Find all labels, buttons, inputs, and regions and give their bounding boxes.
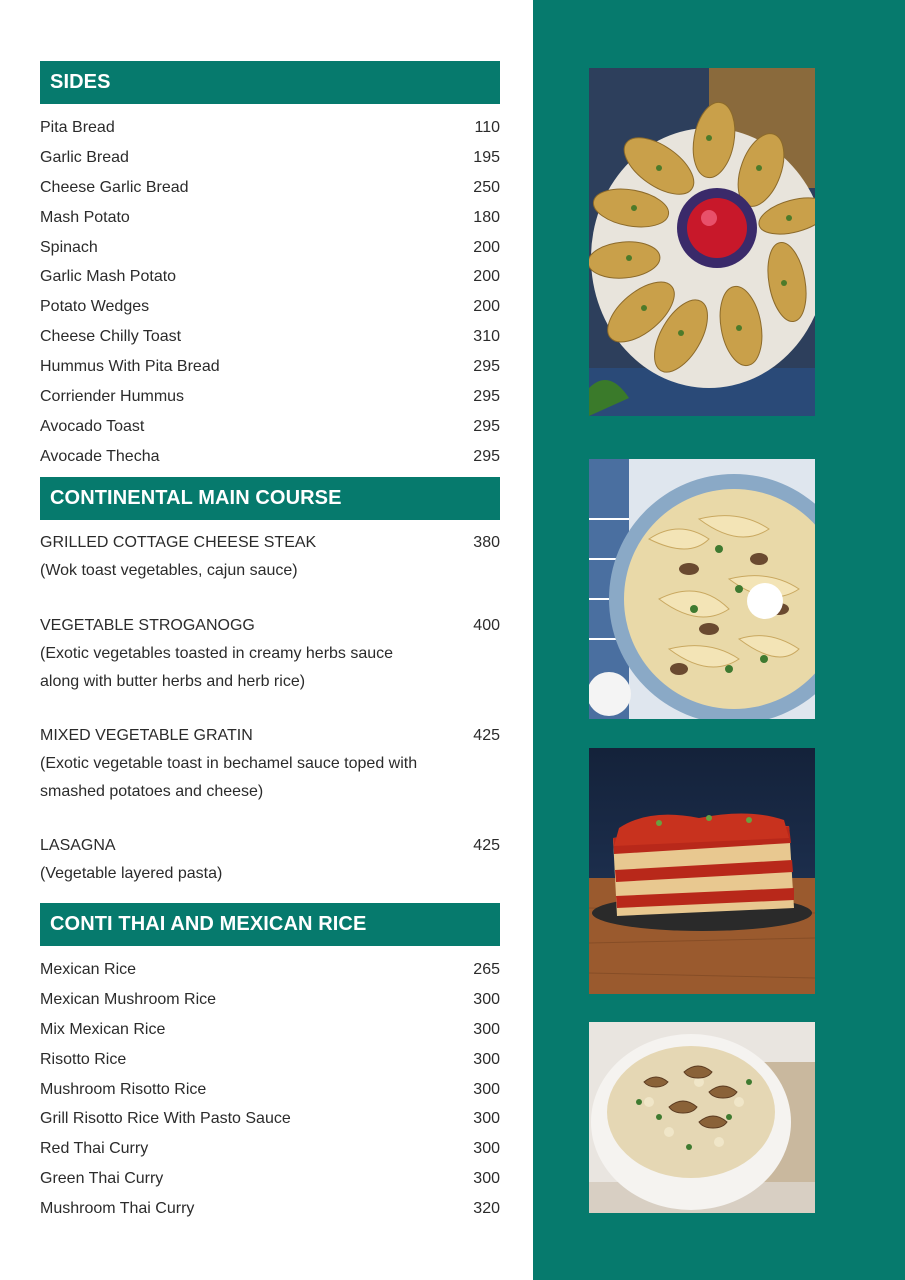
item-price: 380	[473, 534, 500, 551]
item-price: 195	[473, 148, 500, 166]
item-price: 300	[473, 1110, 500, 1128]
list-item	[40, 1075, 500, 1105]
item-price: 295	[473, 447, 500, 465]
item-price: 295	[473, 358, 500, 376]
item-name: Mexican Rice	[40, 960, 137, 978]
item-name: VEGETABLE STROGANOGG	[40, 617, 255, 634]
list-item	[40, 1164, 500, 1194]
item-price: 110	[474, 118, 500, 136]
section-title-sides: SIDES	[40, 61, 500, 104]
stroganoff-pasta-photo	[589, 459, 815, 719]
item-price: 295	[473, 387, 500, 405]
item-price: 250	[473, 178, 500, 196]
list-item	[40, 1104, 500, 1134]
item-description: (Exotic vegetables toasted in creamy herbs sauce along with butter herbs and herb rice)	[40, 645, 394, 690]
item-name: MIXED VEGETABLE GRATIN	[40, 727, 253, 744]
list-item	[40, 322, 500, 352]
item-name: Mushroom Risotto Rice	[40, 1080, 207, 1098]
menu-item-stroganoff	[40, 612, 500, 695]
list-item	[40, 233, 500, 263]
mushroom-risotto-photo	[589, 1022, 815, 1213]
item-name: Mushroom Thai Curry	[40, 1200, 195, 1218]
list-item	[40, 1194, 500, 1224]
menu-item-gratin	[40, 722, 500, 805]
list-item	[40, 1045, 500, 1075]
menu-item-lasagna	[40, 832, 500, 888]
item-name: Avocado Toast	[40, 417, 145, 435]
item-price: 300	[473, 1140, 500, 1158]
menu-item-steak	[40, 529, 500, 585]
list-item	[40, 113, 500, 143]
item-name: Red Thai Curry	[40, 1140, 149, 1158]
item-name: Grill Risotto Rice With Pasto Sauce	[40, 1110, 291, 1128]
list-item	[40, 143, 500, 173]
item-price: 200	[473, 238, 500, 256]
item-name: Garlic Bread	[40, 148, 129, 166]
item-price: 300	[473, 1170, 500, 1188]
item-name: Potato Wedges	[40, 298, 150, 316]
item-name: Spinach	[40, 238, 98, 256]
item-price: 180	[473, 208, 500, 226]
list-item	[40, 1134, 500, 1164]
item-price: 300	[473, 990, 500, 1008]
item-price: 300	[473, 1020, 500, 1038]
item-name: Hummus With Pita Bread	[40, 358, 220, 376]
item-name: GRILLED COTTAGE CHEESE STEAK	[40, 534, 317, 551]
list-item	[40, 173, 500, 203]
list-item	[40, 292, 500, 322]
list-item	[40, 352, 500, 382]
list-item	[40, 412, 500, 442]
item-name: Cheese Garlic Bread	[40, 178, 189, 196]
item-price: 300	[473, 1050, 500, 1068]
item-name: Garlic Mash Potato	[40, 268, 177, 286]
item-description: (Vegetable layered pasta)	[40, 865, 223, 882]
list-item	[40, 382, 500, 412]
item-name: Risotto Rice	[40, 1050, 127, 1068]
item-price: 425	[473, 837, 500, 854]
item-price: 265	[473, 960, 500, 978]
list-item	[40, 442, 500, 472]
item-name: Mexican Mushroom Rice	[40, 990, 217, 1008]
item-name: LASAGNA	[40, 837, 116, 854]
section-title-continental: CONTINENTAL MAIN COURSE	[40, 477, 500, 520]
item-price: 310	[473, 328, 500, 346]
item-price: 295	[473, 417, 500, 435]
item-description: (Exotic vegetable toast in bechamel sauce toped with smashed potatoes and cheese)	[40, 755, 418, 800]
item-price: 320	[473, 1200, 500, 1218]
item-price: 300	[473, 1080, 500, 1098]
item-name: Pita Bread	[40, 118, 115, 136]
lasagna-photo	[589, 748, 815, 994]
sides-list	[40, 113, 500, 472]
list-item	[40, 1015, 500, 1045]
item-name: Mix Mexican Rice	[40, 1020, 166, 1038]
item-price: 400	[473, 617, 500, 634]
item-name: Corriender Hummus	[40, 387, 185, 405]
list-item	[40, 985, 500, 1015]
rice-list	[40, 955, 500, 1224]
item-name: Mash Potato	[40, 208, 130, 226]
item-description: (Wok toast vegetables, cajun sauce)	[40, 562, 298, 579]
item-price: 200	[473, 268, 500, 286]
item-name: Cheese Chilly Toast	[40, 328, 182, 346]
section-title-rice: CONTI THAI AND MEXICAN RICE	[40, 903, 500, 946]
list-item	[40, 203, 500, 233]
item-name: Avocade Thecha	[40, 447, 160, 465]
item-price: 200	[473, 298, 500, 316]
list-item	[40, 262, 500, 292]
garlic-bread-photo	[589, 68, 815, 416]
item-name: Green Thai Curry	[40, 1170, 164, 1188]
item-price: 425	[473, 727, 500, 744]
list-item	[40, 955, 500, 985]
